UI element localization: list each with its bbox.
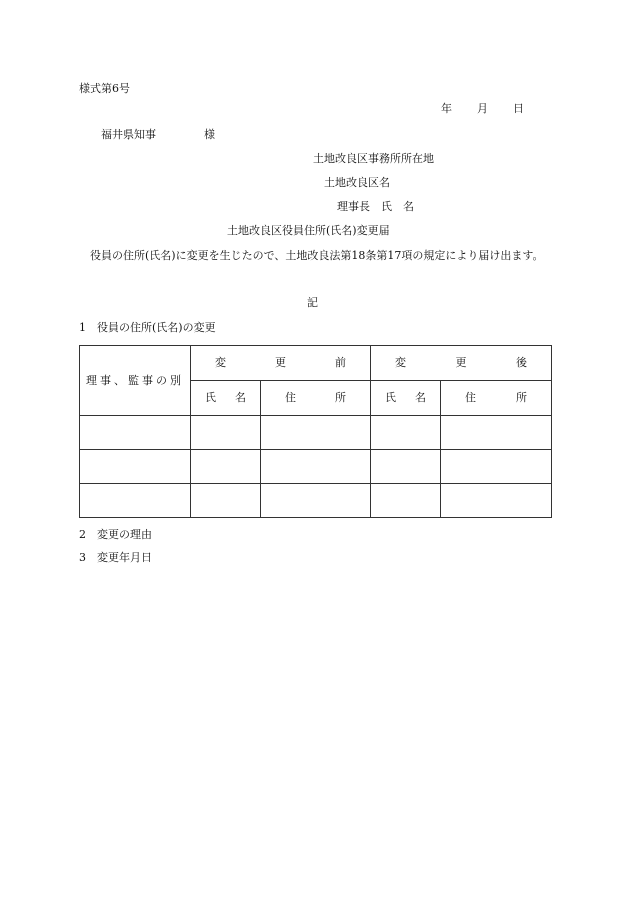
table-cell [371, 484, 441, 518]
item-2-number: 2 [79, 528, 86, 541]
before-header-char-2: 更 [275, 356, 286, 369]
role-header: 理事、監事の別 [86, 373, 184, 387]
item-1-label: 役員の住所(氏名)の変更 [97, 321, 216, 334]
name-char-1: 氏 [205, 391, 216, 404]
table-row [80, 416, 552, 450]
before-address-header [261, 381, 371, 416]
table-cell [441, 450, 552, 484]
item-3-number: 3 [79, 551, 86, 564]
date-year: 年 [441, 102, 452, 115]
after-header-char-1: 変 [395, 356, 406, 369]
address-char-1: 住 [285, 391, 296, 404]
table-cell [80, 416, 191, 450]
table-cell [441, 484, 552, 518]
item-1-number: 1 [79, 321, 86, 334]
name-char-2: 名 [415, 391, 426, 404]
before-header-cell [191, 346, 371, 381]
table-cell [191, 484, 261, 518]
item-3-label: 変更年月日 [97, 551, 152, 564]
addressee-name: 福井県知事 [101, 128, 156, 141]
date-month: 月 [477, 102, 488, 115]
item-1 [79, 321, 216, 335]
table-row [80, 450, 552, 484]
role-header-cell [80, 346, 191, 416]
after-header-char-3: 後 [516, 356, 527, 369]
after-name-header [371, 381, 441, 416]
name-char-2: 名 [235, 391, 246, 404]
body-text: 役員の住所(氏名)に変更を生じたので、土地改良法第18条第17項の規定により届け出ます。 [90, 249, 544, 262]
record-heading: 記 [307, 296, 318, 309]
date-day: 日 [513, 102, 524, 115]
table-cell [261, 416, 371, 450]
addressee-honorific: 様 [204, 128, 215, 141]
address-char-1: 住 [465, 391, 476, 404]
after-header-cell [371, 346, 552, 381]
address-char-2: 所 [516, 391, 527, 404]
table-cell [441, 416, 552, 450]
item-2 [79, 528, 152, 542]
after-header-char-2: 更 [455, 356, 467, 369]
address-char-2: 所 [335, 391, 346, 404]
sender-chairman: 理事長 氏 名 [337, 200, 414, 213]
name-char-1: 氏 [385, 391, 396, 404]
table-row [80, 484, 552, 518]
table-cell [371, 450, 441, 484]
table-cell [191, 416, 261, 450]
document-title: 土地改良区役員住所(氏名)変更届 [227, 224, 390, 237]
date-line [441, 102, 524, 116]
change-table [79, 345, 552, 518]
table-cell [80, 450, 191, 484]
sender-office-address: 土地改良区事務所所在地 [313, 152, 434, 165]
before-header-char-1: 変 [215, 356, 226, 369]
addressee [101, 128, 215, 142]
item-2-label: 変更の理由 [97, 528, 152, 541]
table-cell [261, 484, 371, 518]
sender-district-name: 土地改良区名 [324, 176, 390, 189]
after-address-header [441, 381, 552, 416]
table-cell [371, 416, 441, 450]
before-header-char-3: 前 [335, 356, 346, 369]
table-header-row-1 [80, 346, 552, 381]
table-cell [191, 450, 261, 484]
item-3 [79, 551, 152, 565]
table-cell [80, 484, 191, 518]
form-number: 様式第6号 [79, 82, 130, 95]
before-name-header [191, 381, 261, 416]
table-cell [261, 450, 371, 484]
